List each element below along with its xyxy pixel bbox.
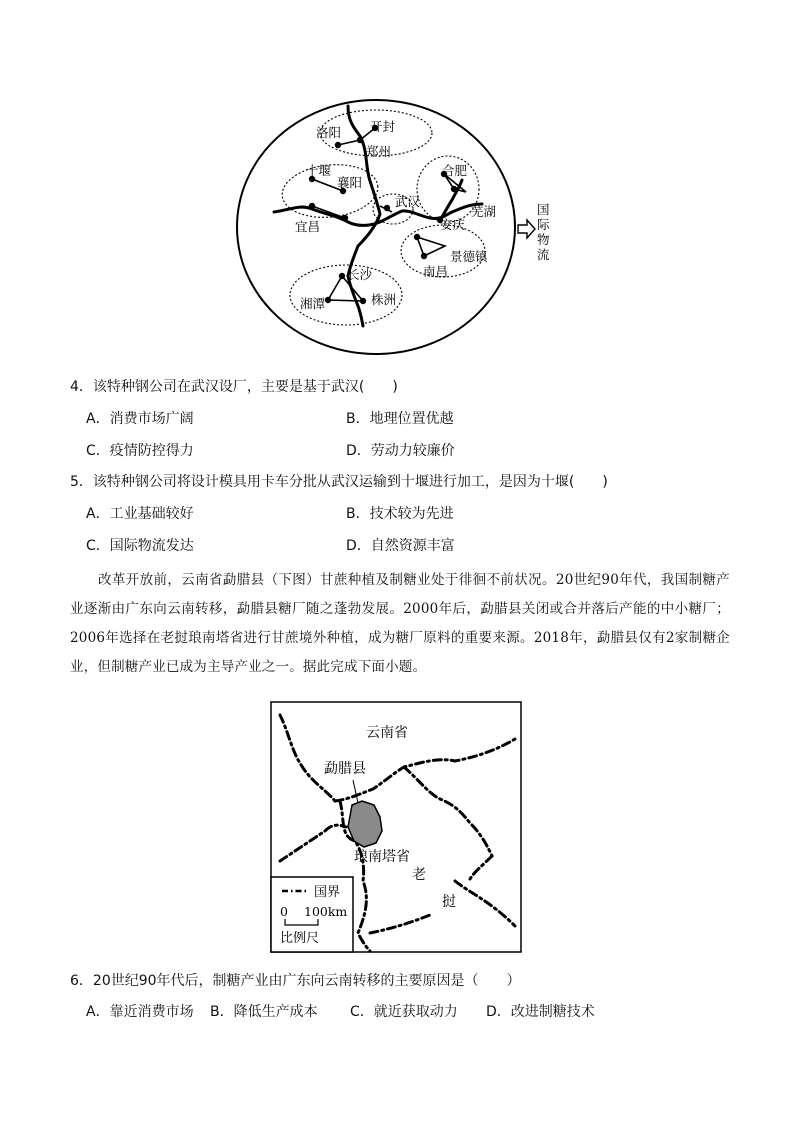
svg-text:国: 国 xyxy=(537,202,550,217)
label-laos-1: 老 xyxy=(412,867,426,883)
label-yichang: 宜昌 xyxy=(295,219,321,234)
reading-passage: 改革开放前，云南省勐腊县（下图）甘蔗种植及制糖业处于徘徊不前状况。20世纪90年代，我国制糖产业逐渐由广东向云南转移，勐腊县糖厂随之蓬勃发展。2000年后，勐腊县关闭或合并落后产能的中小糖厂；2006年选择在老挝琅南塔省进行甘蔗境外种植，成为糖厂原料的重要来源。2018年，勐腊县仅有2家制糖企业，但制糖产业已成为主导产业之一。据此完成下面小题。 xyxy=(70,572,730,675)
label-changsha: 长沙 xyxy=(347,267,373,282)
q6-option-b[interactable]: B．降低生产成本 xyxy=(210,1004,318,1020)
figure-1-map xyxy=(230,96,570,358)
svg-text:流: 流 xyxy=(537,247,550,262)
figure-2-map xyxy=(270,701,522,953)
q5-option-c[interactable]: C．国际物流发达 xyxy=(86,538,194,554)
q6-option-c[interactable]: C．就近获取动力 xyxy=(350,1004,458,1020)
label-nanchang: 南昌 xyxy=(423,264,449,279)
q4-option-b[interactable]: B．地理位置优越 xyxy=(346,411,454,427)
label-luoyang: 洛阳 xyxy=(316,125,342,140)
label-jingdezhen: 景德镇 xyxy=(450,249,488,264)
label-xiangtan: 湘潭 xyxy=(300,296,326,311)
q4-option-c[interactable]: C．疫情防控得力 xyxy=(86,443,194,459)
q6-stem: 6．20世纪90年代后，制糖产业由广东向云南转移的主要原因是（ ） xyxy=(70,973,521,989)
q6-option-a[interactable]: A．靠近消费市场 xyxy=(86,1004,194,1020)
label-wuhu: 芜湖 xyxy=(471,204,497,219)
svg-text:际: 际 xyxy=(537,217,550,232)
scale-zero: 0 xyxy=(280,904,288,919)
q4-option-d[interactable]: D．劳动力较廉价 xyxy=(346,443,455,459)
q4-stem: 4．该特种钢公司在武汉设厂，主要是基于武汉( ) xyxy=(70,379,398,395)
label-anqing: 安庆 xyxy=(440,217,466,232)
legend-border-label: 国界 xyxy=(314,885,341,900)
label-hefei: 合肥 xyxy=(442,163,468,178)
international-logistics-arrow xyxy=(518,220,535,238)
label-shiyan: 十堰 xyxy=(306,163,332,178)
label-laos-2: 挝 xyxy=(442,894,456,910)
label-wuhan: 武汉 xyxy=(395,194,421,209)
label-xiangyang: 襄阳 xyxy=(337,175,363,190)
q6-option-d[interactable]: D．改进制糖技术 xyxy=(486,1004,595,1020)
scale-label: 比例尺 xyxy=(280,931,320,946)
international-logistics-label xyxy=(537,202,550,262)
q4-option-a[interactable]: A．消费市场广阔 xyxy=(86,411,194,427)
q5-stem: 5．该特种钢公司将设计模具用卡车分批从武汉运输到十堰进行加工，是因为十堰( ) xyxy=(70,474,608,490)
q5-option-a[interactable]: A．工业基础较好 xyxy=(86,506,194,522)
label-mengla: 勐腊县 xyxy=(324,761,366,777)
label-zhuzhou: 株洲 xyxy=(371,292,397,307)
q5-option-d[interactable]: D．自然资源丰富 xyxy=(346,538,455,554)
label-yunnan: 云南省 xyxy=(366,725,408,741)
label-zhengzhou: 郑州 xyxy=(366,144,392,159)
region-ellipse xyxy=(237,100,515,354)
svg-text:物: 物 xyxy=(537,232,550,247)
label-luangnamtha: 琅南塔省 xyxy=(354,849,410,865)
q5-option-b[interactable]: B．技术较为先进 xyxy=(346,506,454,522)
scale-km: 100km xyxy=(304,904,348,919)
label-kaifeng: 开封 xyxy=(370,119,396,134)
